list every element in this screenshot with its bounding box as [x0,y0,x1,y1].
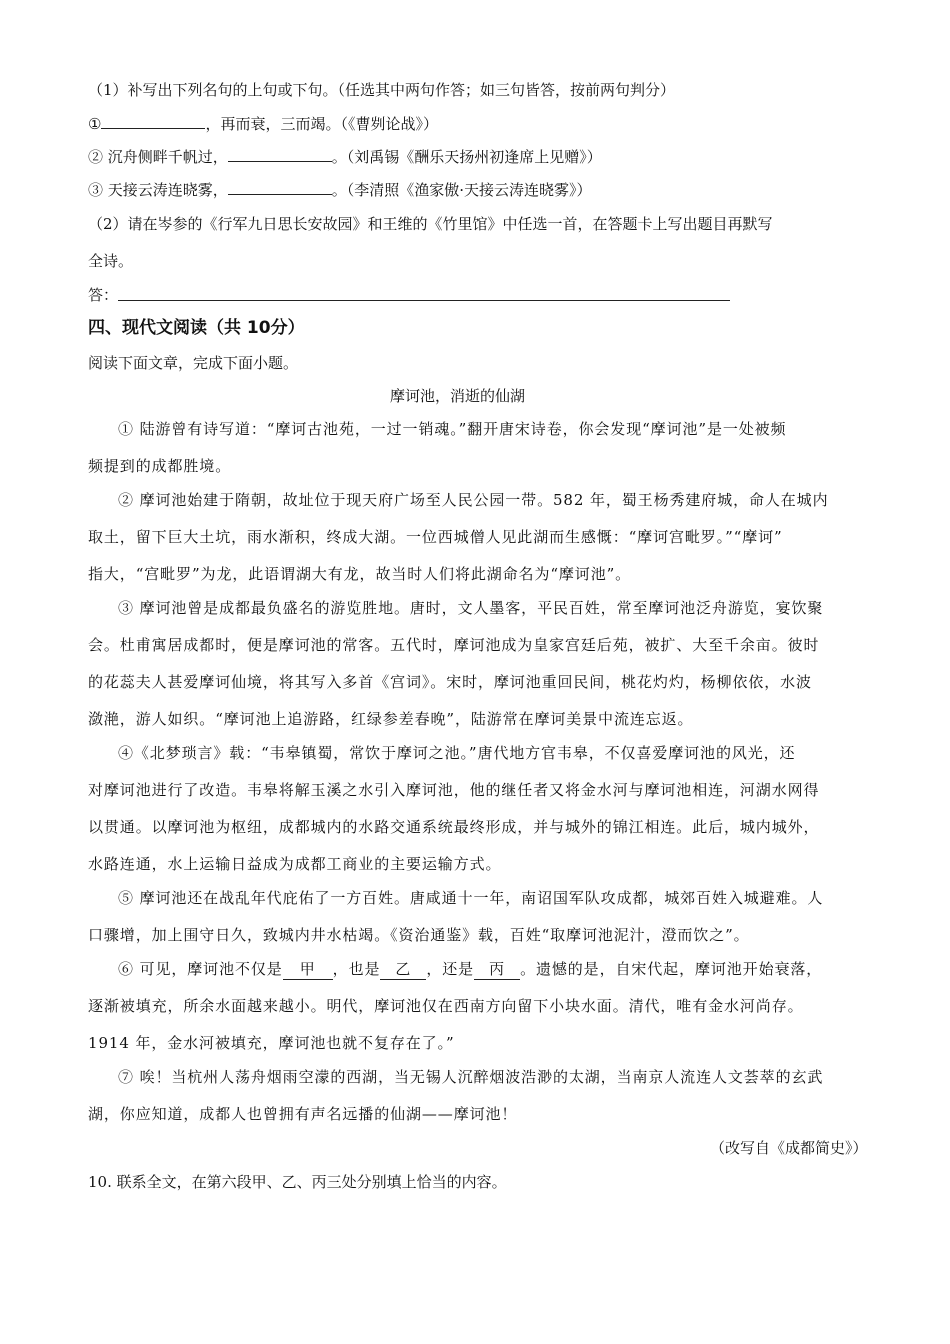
item2-rest: 。（刘禹锡《酬乐天扬州初逢席上见赠》） [331,148,602,166]
p1-line1: ① 陆游曾有诗写道：“摩诃古池苑，一过一销魂。”翻开唐宋诗卷，你会发现“摩诃池”是一处被频 [118,420,787,438]
p6-text-a: ⑥ 可见，摩诃池不仅是 [118,960,283,978]
p6-text-d: 。遗憾的是，自宋代起，摩诃池开始衰落， [520,960,823,978]
question-10: 10. 联系全文，在第六段甲、乙、丙三处分别填上恰当的内容。 [88,1173,507,1191]
q1-item1 [88,114,438,134]
blank-yi[interactable]: 乙 [380,959,426,980]
p6-text-c: ，还是 [426,960,475,978]
section-heading: 四、现代文阅读（共 10分） [88,318,305,338]
p6-line3: 1914 年，金水河被填充，摩诃池也就不复存在了。” [88,1034,455,1052]
section-instruction: 阅读下面文章，完成下面小题。 [88,354,299,372]
p3-line2: 会。杜甫寓居成都时，便是摩诃池的常客。五代时，摩诃池成为皇家宫廷后苑，被扩、大至千余亩。彼时 [88,636,820,654]
p6-text-b: ，也是 [332,960,381,978]
blank-jia[interactable]: 甲 [283,959,333,980]
q2-prompt-line1: （2）请在岑参的《行军九日思长安故园》和王维的《竹里馆》中任选一首，在答题卡上写出题目再默写 [88,215,773,233]
item1-blank[interactable] [101,114,205,129]
blank-bing[interactable]: 丙 [474,959,520,980]
article-title: 摩诃池，消逝的仙湖 [390,387,526,405]
p6-line2: 逐渐被填充，所余水面越来越小。明代，摩诃池仅在西南方向留下小块水面。清代，唯有金水河尚存。 [88,997,804,1015]
p4-line1: ④《北梦琐言》载：“韦皋镇蜀，常饮于摩诃之池。”唐代地方官韦皋，不仅喜爱摩诃池的风光，还 [118,744,796,762]
q1-item2 [88,147,602,167]
article-source: （改写自《成都简史》） [710,1139,868,1157]
p3-line3: 的花蕊夫人甚爱摩诃仙境，将其写入多首《宫词》。宋时，摩诃池重回民间，桃花灼灼，杨柳依依，水波 [88,673,812,691]
p1-line2: 频提到的成都胜境。 [88,457,232,475]
q1-prompt: （1）补写出下列名句的上句或下句。（任选其中两句作答；如三句皆答，按前两句判分） [88,81,676,99]
p5-line2: 口骤增，加上围守日久，致城内井水枯竭。《资治通鉴》载，百姓“取摩诃池泥汁，澄而饮之”。 [88,926,750,944]
p2-line1: ② 摩诃池始建于隋朝，故址位于现天府广场至人民公园一带。582 年，蜀王杨秀建府城，命人在城内 [118,491,829,509]
p3-line4: 潋滟，游人如织。“摩诃池上追游路，红绿参差春晚”，陆游常在摩诃美景中流连忘返。 [88,710,694,728]
p4-line4: 水路连通，水上运输日益成为成都工商业的主要运输方式。 [88,855,502,873]
p2-line2: 取土，留下巨大土坑，雨水渐积，终成大湖。一位西城僧人见此湖而生感慨：“摩诃宫毗罗。”“摩诃” [88,528,783,546]
item2-lead: ② 沉舟侧畔千帆过， [88,148,228,166]
p7-line2: 湖，你应知道，成都人也曾拥有声名远播的仙湖——摩诃池！ [88,1105,518,1123]
item1-mark: ① [88,115,102,133]
p7-line1: ⑦ 唉！当杭州人荡舟烟雨空濛的西湖，当无锡人沉醉烟波浩渺的太湖，当南京人流连人文荟萃的玄武 [118,1068,824,1086]
q1-item3 [88,180,592,200]
item2-blank[interactable] [228,147,332,162]
answer-label: 答： [88,286,119,304]
item3-blank[interactable] [228,180,332,195]
p5-line1: ⑤ 摩诃池还在战乱年代庇佑了一方百姓。唐咸通十一年，南诏国军队攻成都，城郊百姓入城避难。人 [118,889,824,907]
item3-lead: ③ 天接云涛连晓雾， [88,181,228,199]
item1-rest: ，再而衰，三而竭。（《曹刿论战》） [205,115,438,133]
p2-line3: 指大，“宫毗罗”为龙，此语谓湖大有龙，故当时人们将此湖命名为“摩诃池”。 [88,565,632,583]
answer-line[interactable] [118,300,730,301]
p3-line1: ③ 摩诃池曾是成都最负盛名的游览胜地。唐时，文人墨客，平民百姓，常至摩诃池泛舟游览，宴饮聚 [118,599,824,617]
item3-rest: 。（李清照《渔家傲·天接云涛连晓雾》） [331,181,592,199]
p4-line3: 以贯通。以摩诃池为枢纽，成都城内的水路交通系统最终形成，并与城外的锦江相连。此后，城内城外， [88,818,820,836]
q2-prompt-line2: 全诗。 [88,252,134,270]
p4-line2: 对摩诃池进行了改造。韦皋将解玉溪之水引入摩诃池，他的继任者又将金水河与摩诃池相连，河湖水网得 [88,781,820,799]
p6-line1 [118,959,822,980]
